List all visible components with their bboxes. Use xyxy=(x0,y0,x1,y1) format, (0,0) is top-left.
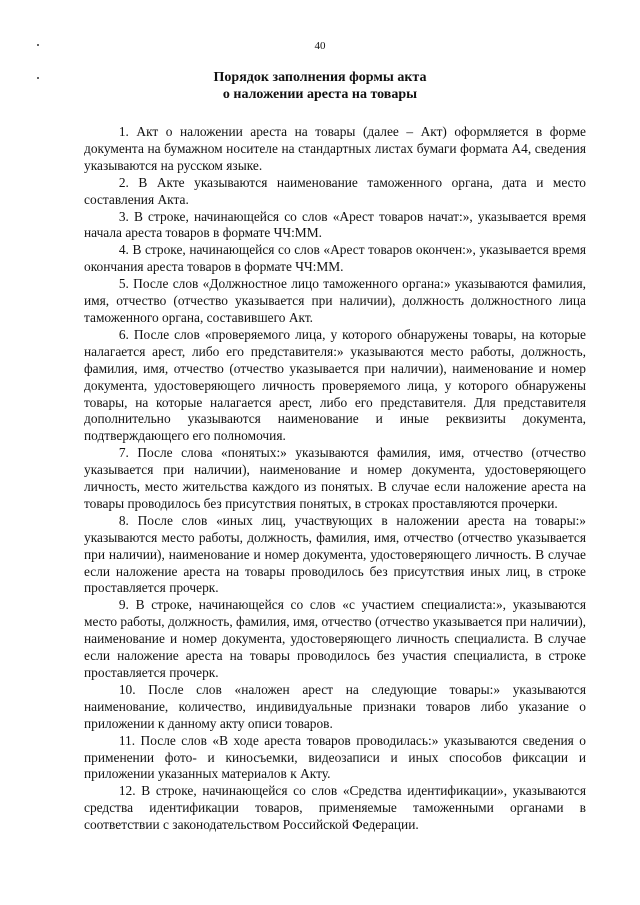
paragraph-7: 7. После слова «понятых:» указываются фамилия, имя, отчество (отчество указывается при наличии), наименование и номер документа, удостоверяющего личность, место жительства каждого из понятых. В случае если наложение ареста на товары проводилось без присутствия понятых, в строках проставляются прочерки. xyxy=(84,445,586,511)
paragraph-6: 6. После слов «проверяемого лица, у которого обнаружены товары, на которые налагается арест, либо его представителя:» указываются место работы, должность, фамилия, имя, отчество (отчество указывается при наличии), наименование и номер документа, удостоверяющего личность проверяемого лица, у которого обнаружены товары, на которые налагается арест, либо его представителя. Для представителя дополнительно указываются наименование и иные реквизиты документа, подтверждающего его полномочия. xyxy=(84,326,586,444)
paragraph-5: 5. После слов «Должностное лицо таможенного органа:» указываются фамилия, имя, отчество (отчество указывается при наличии), должность должностного лица таможенного органа, составившего Акт. xyxy=(84,276,586,325)
paragraph-2: 2. В Акте указываются наименование таможенного органа, дата и место составления Акта. xyxy=(84,174,586,207)
page-number: 40 xyxy=(314,40,326,52)
paragraph-10: 10. После слов «наложен арест на следующие товары:» указываются наименование, количество, индивидуальные признаки товаров либо указание о приложении к данному акту описи товаров. xyxy=(84,681,586,731)
paragraph-12: 12. В строке, начинающейся со слов «Средства идентификации», указываются средства идентификации товаров, применяемые таможенными органами в соответствии с законодательством Российской Федерации. xyxy=(84,783,586,833)
title-line-1: Порядок заполнения формы акта xyxy=(213,70,427,85)
paragraph-9: 9. В строке, начинающейся со слов «с участием специалиста:», указываются место работы, должность, фамилия, имя, отчество (отчество указывается при наличии), наименование и номер документа, удостоверяющего личность специалиста. В случае если наложение ареста на товары проводилось без участия специалиста, в строке проставляется прочерк. xyxy=(84,597,586,680)
paragraph-1: 1. Акт о наложении ареста на товары (далее – Акт) оформляется в форме документа на бумажном носителе на стандартных листах бумаги формата А4, сведения указываются на русском языке. xyxy=(84,124,586,173)
paragraph-11: 11. После слов «В ходе ареста товаров проводилась:» указываются сведения о применении фото- и киносъемки, видеозаписи и иных способов фиксации и приложении указанных материалов к Акту. xyxy=(84,732,586,782)
title-line-2: о наложении ареста на товары xyxy=(222,87,418,102)
paragraph-8: 8. После слов «иных лиц, участвующих в наложении ареста на товары:» указываются место работы, должность, фамилия, имя, отчество (отчество указывается при наличии), наименование и номер документа, удостоверяющего личность. В случае если наложение ареста на товары проводилось без присутствия иных лиц, в строке проставляется прочерк. xyxy=(84,512,586,596)
paragraph-3: 3. В строке, начинающейся со слов «Арест товаров начат:», указывается время начала ареста товаров в формате ЧЧ:ММ. xyxy=(84,208,586,241)
document-title xyxy=(0,69,640,103)
document-body xyxy=(84,124,586,834)
paragraph-4: 4. В строке, начинающейся со слов «Арест товаров окончен:», указывается время окончания ареста товаров в формате ЧЧ:ММ. xyxy=(84,242,586,275)
